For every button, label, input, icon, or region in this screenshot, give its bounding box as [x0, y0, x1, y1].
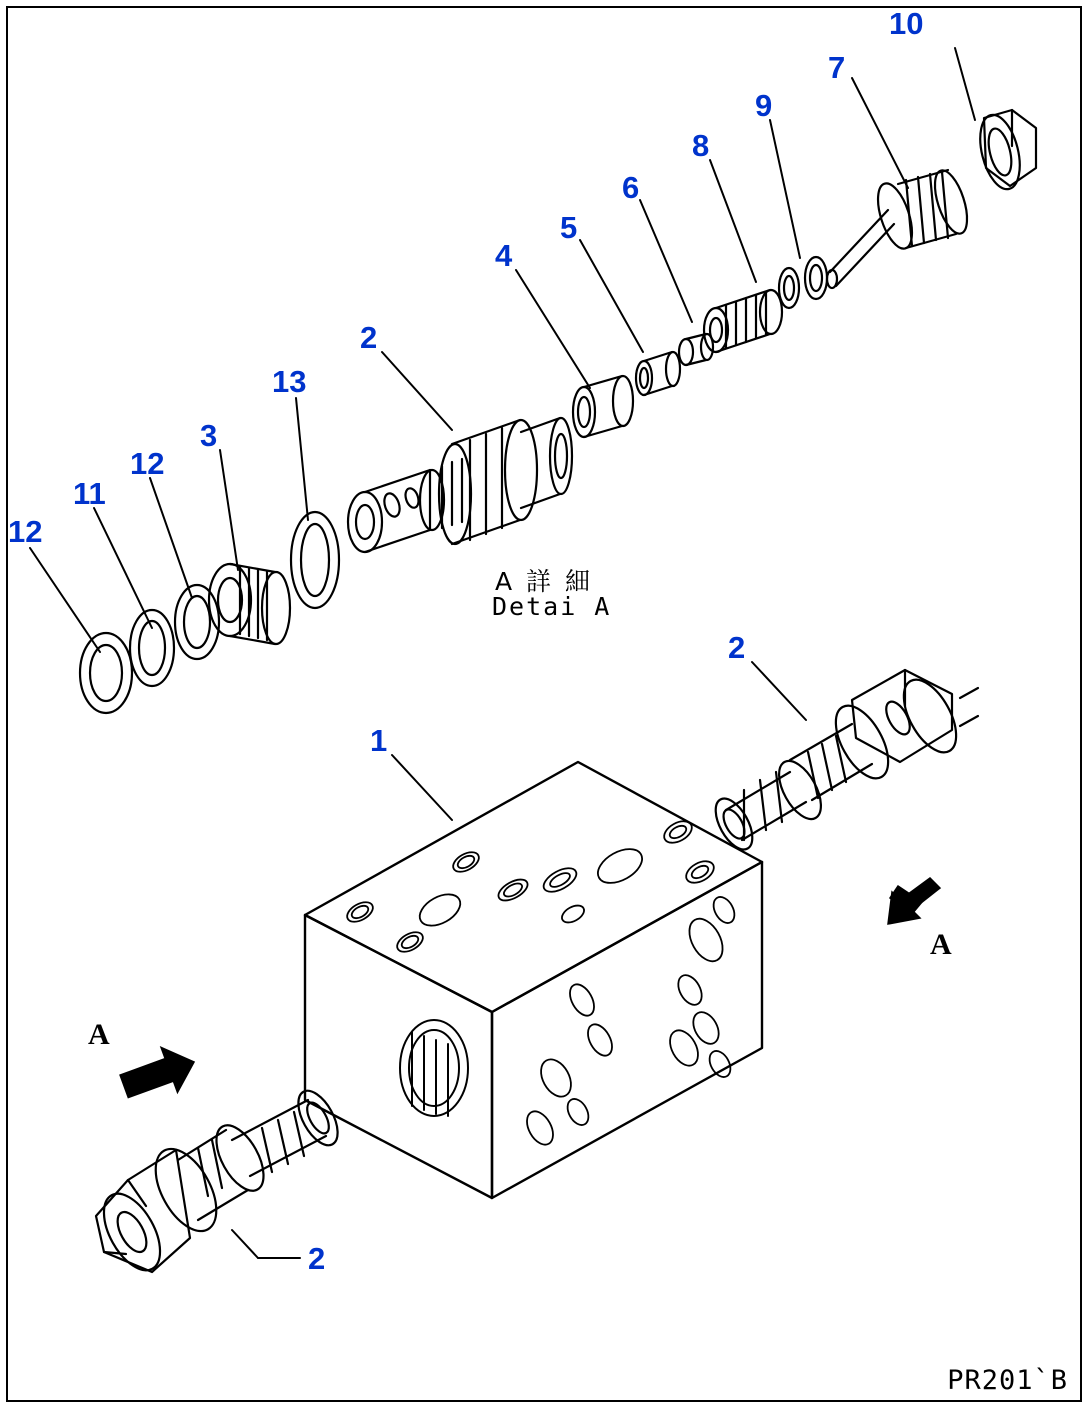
callout-12-upper: 12 — [130, 446, 165, 481]
callout-5: 5 — [560, 210, 578, 245]
callout-1: 1 — [370, 723, 388, 758]
callout-2-upper-right: 2 — [728, 630, 746, 665]
detail-title-japanese: A 詳 細 — [495, 567, 593, 596]
callout-9: 9 — [755, 88, 773, 123]
callout-2-lower-left: 2 — [308, 1241, 326, 1276]
callout-6: 6 — [622, 170, 640, 205]
callout-4: 4 — [495, 238, 513, 273]
callout-7: 7 — [828, 50, 846, 85]
callout-10: 10 — [889, 6, 924, 41]
callout-11: 11 — [73, 476, 106, 511]
callout-3: 3 — [200, 418, 218, 453]
callout-12-lower: 12 — [8, 514, 43, 549]
detail-title-english: Detai A — [492, 592, 612, 621]
callout-13: 13 — [272, 364, 307, 399]
callout-8: 8 — [692, 128, 710, 163]
section-mark-a-right: A — [930, 928, 952, 961]
callout-2-detail: 2 — [360, 320, 378, 355]
section-mark-a-left: A — [88, 1018, 110, 1051]
drawing-number: PR201`B — [947, 1365, 1068, 1396]
